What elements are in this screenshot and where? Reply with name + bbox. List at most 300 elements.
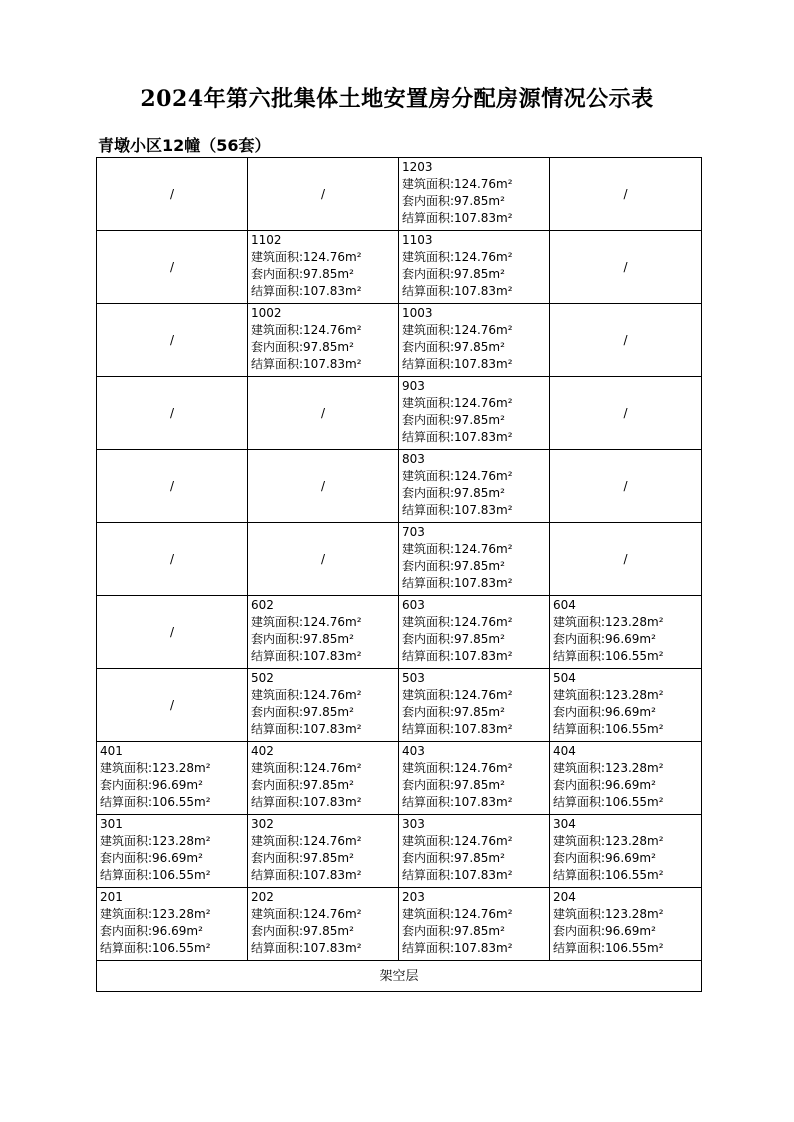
empty-unit-cell: / [97,523,248,596]
area-value: 96.69 [152,778,187,792]
area-unit: m² [488,194,505,208]
inner-area-line [402,631,549,648]
area-unit: m² [647,868,664,882]
area-label: 建筑面积: [251,250,304,264]
area-value: 107.83 [454,284,497,298]
area-value: 97.85 [454,194,489,208]
area-label: 套内面积: [251,340,304,354]
settlement-area-line [100,794,247,811]
unit-number: 402 [251,744,274,758]
area-value: 124.76 [303,323,346,337]
area-label: 套内面积: [553,851,606,865]
area-label: 建筑面积: [100,907,153,921]
area-value: 107.83 [454,868,497,882]
area-unit: m² [345,615,362,629]
area-value: 96.69 [605,632,640,646]
building-area-line [553,687,701,704]
area-value: 97.85 [303,851,338,865]
unit-number: 803 [402,452,425,466]
area-label: 结算面积: [402,357,455,371]
area-unit: m² [488,705,505,719]
area-label: 套内面积: [100,924,153,938]
area-label: 结算面积: [251,357,304,371]
area-unit: m² [647,722,664,736]
footer-row [97,961,702,992]
area-unit: m² [496,284,513,298]
area-value: 96.69 [152,851,187,865]
inner-area-line [251,923,398,940]
floor-row [97,231,702,304]
area-value: 124.76 [303,615,346,629]
area-value: 97.85 [454,851,489,865]
empty-unit-cell: / [97,158,248,231]
unit-cell [550,596,702,669]
settlement-area-line [251,356,398,373]
area-value: 106.55 [605,649,648,663]
area-unit: m² [337,340,354,354]
inner-area-line [402,412,549,429]
area-label: 套内面积: [402,924,455,938]
area-label: 套内面积: [251,778,304,792]
area-unit: m² [496,177,513,191]
building-area-line [100,833,247,850]
unit-cell [399,523,550,596]
area-label: 结算面积: [402,649,455,663]
area-value: 123.28 [152,907,195,921]
building-area-line [402,322,549,339]
settlement-area-line [100,940,247,957]
area-unit: m² [496,542,513,556]
stilt-floor-label: 架空层 [97,961,702,992]
area-value: 97.85 [303,705,338,719]
area-unit: m² [337,778,354,792]
area-value: 107.83 [454,649,497,663]
area-value: 97.85 [454,267,489,281]
area-unit: m² [194,795,211,809]
unit-number: 503 [402,671,425,685]
area-label: 建筑面积: [402,615,455,629]
area-unit: m² [496,795,513,809]
area-label: 结算面积: [553,649,606,663]
unit-number: 303 [402,817,425,831]
unit-number: 1102 [251,233,282,247]
area-value: 107.83 [303,795,346,809]
empty-unit-cell: / [550,523,702,596]
inner-area-line [251,266,398,283]
area-value: 97.85 [303,340,338,354]
empty-unit-cell: / [248,523,399,596]
area-label: 建筑面积: [402,907,455,921]
area-unit: m² [639,705,656,719]
area-label: 结算面积: [553,868,606,882]
area-unit: m² [488,340,505,354]
area-value: 97.85 [303,924,338,938]
area-label: 建筑面积: [100,761,153,775]
area-value: 106.55 [605,868,648,882]
settlement-area-line [402,940,549,957]
building-area-line [251,249,398,266]
unit-cell [248,304,399,377]
area-label: 套内面积: [402,486,455,500]
unit-allocation-table [96,157,702,992]
area-label: 套内面积: [402,705,455,719]
unit-cell [97,815,248,888]
area-unit: m² [496,688,513,702]
inner-area-line [553,923,701,940]
floor-row [97,377,702,450]
building-area-line [402,468,549,485]
unit-cell [399,742,550,815]
building-area-line [402,614,549,631]
settlement-area-line [402,648,549,665]
empty-unit-cell: / [248,377,399,450]
area-unit: m² [337,851,354,865]
area-unit: m² [496,649,513,663]
area-unit: m² [345,907,362,921]
area-value: 123.28 [605,761,648,775]
area-unit: m² [639,632,656,646]
area-label: 结算面积: [402,941,455,955]
unit-number: 304 [553,817,576,831]
building-area-line [402,395,549,412]
area-label: 建筑面积: [251,761,304,775]
settlement-area-line [402,502,549,519]
area-label: 套内面积: [402,413,455,427]
building-area-line [402,249,549,266]
area-value: 123.28 [605,688,648,702]
inner-area-line [402,923,549,940]
area-label: 套内面积: [251,924,304,938]
page-title: 2024年第六批集体土地安置房分配房源情况公示表 [140,86,654,112]
area-unit: m² [496,761,513,775]
inner-area-line [402,777,549,794]
area-value: 107.83 [303,284,346,298]
building-area-line [402,541,549,558]
area-value: 97.85 [454,413,489,427]
unit-number: 201 [100,890,123,904]
area-value: 97.85 [454,340,489,354]
area-value: 97.85 [303,632,338,646]
unit-number: 502 [251,671,274,685]
inner-area-line [402,558,549,575]
area-label: 套内面积: [553,705,606,719]
empty-unit-cell: / [248,158,399,231]
area-value: 106.55 [152,868,195,882]
empty-unit-cell: / [550,304,702,377]
area-unit: m² [488,632,505,646]
area-label: 套内面积: [402,194,455,208]
area-unit: m² [496,615,513,629]
building-area-line [553,906,701,923]
inner-area-line [100,850,247,867]
building-area-line [100,906,247,923]
unit-number: 604 [553,598,576,612]
inner-area-line [402,339,549,356]
floor-row [97,669,702,742]
area-value: 106.55 [605,941,648,955]
unit-cell [399,888,550,961]
area-value: 97.85 [454,705,489,719]
area-label: 建筑面积: [402,396,455,410]
area-value: 106.55 [152,795,195,809]
area-label: 套内面积: [251,632,304,646]
area-label: 结算面积: [251,284,304,298]
unit-cell [399,815,550,888]
area-label: 结算面积: [100,941,153,955]
empty-unit-cell: / [248,450,399,523]
building-area-line [553,833,701,850]
area-unit: m² [496,211,513,225]
area-value: 123.28 [152,834,195,848]
unit-number: 703 [402,525,425,539]
building-area-line [402,906,549,923]
inner-area-line [402,266,549,283]
area-unit: m² [337,924,354,938]
empty-unit-cell: / [97,231,248,304]
area-label: 建筑面积: [251,323,304,337]
area-label: 结算面积: [402,576,455,590]
area-unit: m² [488,486,505,500]
area-value: 107.83 [454,795,497,809]
settlement-area-line [553,867,701,884]
area-value: 123.28 [605,615,648,629]
area-label: 建筑面积: [402,542,455,556]
area-unit: m² [496,357,513,371]
area-unit: m² [345,761,362,775]
unit-number: 203 [402,890,425,904]
area-label: 套内面积: [402,851,455,865]
inner-area-line [402,850,549,867]
area-label: 结算面积: [553,795,606,809]
settlement-area-line [402,210,549,227]
area-unit: m² [345,284,362,298]
area-label: 套内面积: [402,632,455,646]
area-unit: m² [345,357,362,371]
area-unit: m² [345,250,362,264]
inner-area-line [251,850,398,867]
settlement-area-line [402,867,549,884]
area-label: 套内面积: [553,778,606,792]
area-unit: m² [496,250,513,264]
area-value: 123.28 [605,907,648,921]
area-label: 结算面积: [402,868,455,882]
unit-cell [399,450,550,523]
area-label: 结算面积: [553,941,606,955]
area-value: 107.83 [454,503,497,517]
area-value: 124.76 [454,323,497,337]
area-label: 建筑面积: [553,688,606,702]
area-unit: m² [647,615,664,629]
settlement-area-line [100,867,247,884]
unit-cell [399,158,550,231]
area-unit: m² [186,851,203,865]
settlement-area-line [553,721,701,738]
area-unit: m² [647,907,664,921]
unit-number: 202 [251,890,274,904]
area-label: 建筑面积: [251,688,304,702]
inner-area-line [100,777,247,794]
area-unit: m² [496,576,513,590]
area-value: 124.76 [454,250,497,264]
area-value: 96.69 [605,705,640,719]
area-value: 124.76 [454,688,497,702]
unit-cell [97,888,248,961]
settlement-area-line [553,940,701,957]
area-unit: m² [496,469,513,483]
unit-number: 603 [402,598,425,612]
settlement-area-line [402,356,549,373]
area-label: 结算面积: [251,941,304,955]
settlement-area-line [402,575,549,592]
settlement-area-line [251,721,398,738]
area-label: 结算面积: [402,722,455,736]
unit-cell [550,669,702,742]
area-label: 套内面积: [402,778,455,792]
area-value: 124.76 [454,177,497,191]
settlement-area-line [251,940,398,957]
area-label: 套内面积: [251,851,304,865]
settlement-area-line [402,794,549,811]
floor-row [97,450,702,523]
area-label: 建筑面积: [402,688,455,702]
area-value: 124.76 [454,396,497,410]
area-label: 结算面积: [251,868,304,882]
area-value: 124.76 [454,761,497,775]
area-unit: m² [496,907,513,921]
building-subtitle: 青墩小区12幢（56套） [98,136,271,155]
area-label: 套内面积: [100,778,153,792]
empty-unit-cell: / [550,158,702,231]
area-unit: m² [345,834,362,848]
area-value: 97.85 [303,778,338,792]
area-unit: m² [639,778,656,792]
area-unit: m² [345,688,362,702]
unit-cell [248,669,399,742]
settlement-area-line [402,721,549,738]
building-area-line [251,687,398,704]
building-area-line [251,614,398,631]
unit-cell [399,304,550,377]
unit-cell [248,231,399,304]
area-value: 107.83 [303,649,346,663]
inner-area-line [402,193,549,210]
empty-unit-cell: / [97,450,248,523]
area-value: 107.83 [303,868,346,882]
inner-area-line [553,704,701,721]
empty-unit-cell: / [550,231,702,304]
area-label: 套内面积: [251,267,304,281]
building-area-line [251,760,398,777]
area-value: 107.83 [454,941,497,955]
unit-number: 1002 [251,306,282,320]
area-label: 建筑面积: [553,615,606,629]
area-unit: m² [496,834,513,848]
area-unit: m² [345,941,362,955]
area-value: 124.76 [454,834,497,848]
area-unit: m² [345,795,362,809]
area-value: 124.76 [454,542,497,556]
settlement-area-line [251,867,398,884]
area-value: 124.76 [303,907,346,921]
floor-row [97,815,702,888]
unit-number: 404 [553,744,576,758]
area-value: 107.83 [454,576,497,590]
inner-area-line [251,704,398,721]
area-label: 建筑面积: [402,834,455,848]
area-value: 124.76 [303,834,346,848]
floor-row [97,158,702,231]
area-value: 97.85 [454,778,489,792]
area-unit: m² [194,907,211,921]
area-label: 结算面积: [402,430,455,444]
unit-number: 504 [553,671,576,685]
inner-area-line [251,631,398,648]
area-label: 套内面积: [402,340,455,354]
area-label: 结算面积: [402,284,455,298]
building-area-line [402,760,549,777]
inner-area-line [553,777,701,794]
area-label: 建筑面积: [402,177,455,191]
floor-row [97,304,702,377]
empty-unit-cell: / [97,596,248,669]
area-unit: m² [647,688,664,702]
area-unit: m² [488,924,505,938]
floor-row [97,742,702,815]
area-unit: m² [647,761,664,775]
building-area-line [251,833,398,850]
unit-number: 403 [402,744,425,758]
area-label: 结算面积: [402,503,455,517]
inner-area-line [251,339,398,356]
area-value: 97.85 [454,559,489,573]
area-label: 结算面积: [100,795,153,809]
unit-number: 401 [100,744,123,758]
area-label: 套内面积: [402,559,455,573]
area-unit: m² [488,851,505,865]
unit-number: 903 [402,379,425,393]
unit-cell [399,377,550,450]
area-unit: m² [345,323,362,337]
area-label: 建筑面积: [402,250,455,264]
area-value: 97.85 [454,924,489,938]
settlement-area-line [402,283,549,300]
settlement-area-line [402,429,549,446]
building-area-line [553,760,701,777]
unit-table-body [97,158,702,961]
area-value: 96.69 [152,924,187,938]
settlement-area-line [251,648,398,665]
empty-unit-cell: / [97,377,248,450]
floor-row [97,523,702,596]
unit-number: 204 [553,890,576,904]
building-area-line [251,322,398,339]
area-label: 建筑面积: [100,834,153,848]
area-value: 107.83 [303,357,346,371]
area-unit: m² [639,851,656,865]
area-label: 建筑面积: [553,834,606,848]
inner-area-line [251,777,398,794]
inner-area-line [402,485,549,502]
area-unit: m² [488,267,505,281]
area-label: 套内面积: [553,924,606,938]
building-area-line [100,760,247,777]
area-label: 建筑面积: [402,323,455,337]
building-area-line [402,687,549,704]
area-value: 107.83 [454,722,497,736]
area-value: 97.85 [454,486,489,500]
area-unit: m² [194,761,211,775]
unit-cell [248,888,399,961]
